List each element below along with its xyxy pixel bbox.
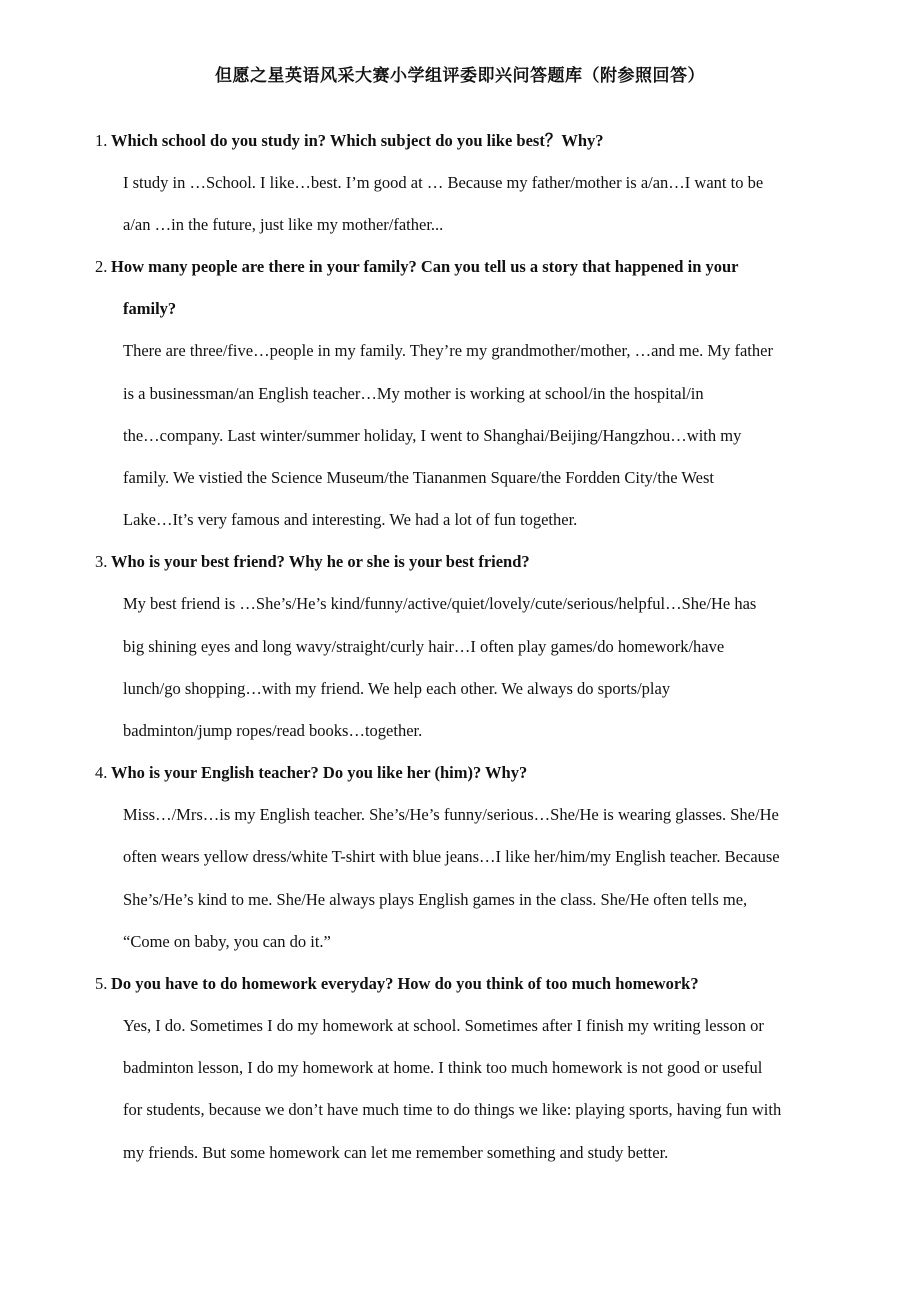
qa-item-4: [0, 752, 920, 963]
question-5: [0, 963, 920, 1005]
qa-list: [0, 120, 920, 1174]
answer-line: often wears yellow dress/white T-shirt with blue jeans…I like her/him/my English teacher. Because: [123, 847, 780, 867]
question-number: 5.: [95, 974, 108, 994]
page-title: 但愿之星英语风采大赛小学组评委即兴问答题库（附参照回答）: [215, 66, 705, 86]
qa-item-3: [0, 541, 920, 752]
answer-line: family. We vistied the Science Museum/the Tiananmen Square/the Fordden City/the West: [123, 468, 714, 488]
answer-2: [0, 330, 920, 541]
answer-line: my friends. But some homework can let me remember something and study better.: [123, 1142, 669, 1162]
answer-line: badminton lesson, I do my homework at home. I think too much homework is not good or useful: [123, 1058, 763, 1078]
question-text: Who is your English teacher? Do you like her (him)? Why?: [111, 763, 528, 783]
answer-line: is a businessman/an English teacher…My mother is working at school/in the hospital/in: [123, 383, 704, 403]
question-number: 1.: [95, 131, 108, 150]
question-4: [0, 752, 920, 794]
question-number: 3.: [95, 552, 108, 572]
answer-4: [0, 794, 920, 963]
question-number: 4.: [95, 763, 108, 783]
question-2: [0, 246, 920, 330]
answer-line: badminton/jump ropes/read books…together.: [123, 721, 423, 741]
answer-line: “Come on baby, you can do it.”: [123, 931, 331, 951]
question-text: Which school do you study in? Which subject do you like best？Why?: [111, 131, 604, 150]
qa-item-5: [0, 963, 920, 1174]
answer-3: [0, 583, 920, 752]
answer-line: There are three/five…people in my family. They’re my grandmother/mother, …and me. My father: [123, 341, 773, 361]
question-number: 2.: [95, 257, 108, 277]
answer-line: Miss…/Mrs…is my English teacher. She’s/He’s funny/serious…She/He is wearing glasses. She/He: [123, 805, 779, 825]
answer-line: big shining eyes and long wavy/straight/curly hair…I often play games/do homework/have: [123, 636, 725, 656]
answer-1: [0, 162, 920, 246]
question-1: [0, 120, 920, 162]
answer-line: the…company. Last winter/summer holiday, I went to Shanghai/Beijing/Hangzhou…with my: [123, 425, 742, 445]
qa-item-2: [0, 246, 920, 541]
answer-line: She’s/He’s kind to me. She/He always plays English games in the class. She/He often tells me,: [123, 889, 748, 909]
question-text: How many people are there in your family? Can you tell us a story that happened in your: [111, 257, 739, 277]
question-3: [0, 541, 920, 583]
answer-line: My best friend is …She’s/He’s kind/funny/active/quiet/lovely/cute/serious/helpful…She/He has: [123, 594, 757, 614]
question-text: Who is your best friend? Why he or she is your best friend?: [111, 552, 530, 572]
qa-item-1: [0, 120, 920, 246]
answer-line: lunch/go shopping…with my friend. We help each other. We always do sports/play: [123, 678, 671, 698]
answer-line: I study in …School. I like…best. I’m good at … Because my father/mother is a/an…I want to be: [123, 173, 764, 192]
answer-5: [0, 1005, 920, 1174]
answer-line: Yes, I do. Sometimes I do my homework at school. Sometimes after I finish my writing lesson or: [123, 1016, 764, 1036]
answer-line: Lake…It’s very famous and interesting. We had a lot of fun together.: [123, 510, 578, 530]
answer-line: a/an …in the future, just like my mother/father...: [123, 215, 444, 235]
question-text: family?: [123, 299, 177, 319]
question-text: Do you have to do homework everyday? How do you think of too much homework?: [111, 974, 699, 994]
answer-line: for students, because we don’t have much time to do things we like: playing sports, having fun with: [123, 1100, 782, 1120]
